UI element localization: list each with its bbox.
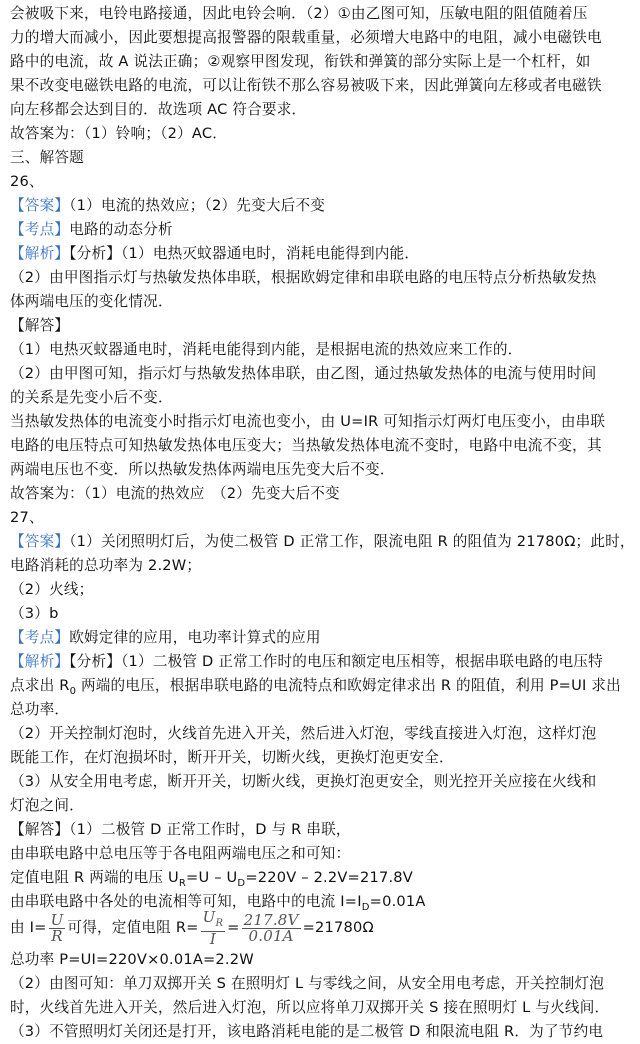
text-line: （3）不管照明灯关闭还是打开，该电路消耗电能的是二极管 D 和限流电阻 R．为了节约电: [10, 1023, 604, 1040]
text-line: 体两端电压的变化情况．: [10, 293, 173, 310]
fraction-formula-line: 由 I= $\frac{U}{R}$ 可得，定值电阻 R= $\frac{U_R}{I}$ = $\frac{217.8V}{0.01A}$ =21780Ω: [10, 907, 374, 948]
formula-line: 定值电阻 R 两端的电压 $U_R=U - U_D=220V - 2.2V=217.8V$: [10, 869, 413, 889]
fraction-value: $\frac{217.8V}{0.01A}$: [243, 910, 299, 945]
text-line: 果不改变电磁铁电路的电流，可以让衔铁不那么容易被吸下来，因此弹簧向左移或者电磁铁: [10, 77, 602, 94]
analysis-tag: 【解析】: [10, 653, 70, 670]
answer-text: （1）关闭照明灯后，为使二极管 D 正常工作，限流电阻 R 的阻值为 21780Ω；此时，: [69, 533, 635, 550]
text-line: （2）开关控制灯泡时，火线首先进入开关，然后进入灯泡，零线直接进入灯泡，这样灯泡: [10, 725, 597, 742]
answer-tag: 【答案】: [10, 533, 70, 550]
answer-line: [10, 530, 635, 554]
text-line: 当热敏发热体的电流变小时指示灯电流也变小，由 U=IR 可知指示灯两灯电压变小，由串联: [10, 413, 606, 430]
answer-summary-line: 故答案为：（1）电流的热效应 （2）先变大后不变: [10, 485, 340, 502]
text-line: 点求出 $R_0$ 两端的电压，根据串联电路的电流特点和欧姆定律求出 R 的阻值，利用 P=UI 求出: [10, 677, 621, 697]
analysis-text: 【分析】（1）二极管 D 正常工作时的电压和额定电压相等，根据串联电路的电压特: [69, 653, 603, 670]
text-line: 路中的电流，故 A 说法正确；②观察甲图发现，衔铁和弹簧的部分实际上是一个杠杆，如: [10, 53, 591, 70]
analysis-tag: 【解析】: [10, 245, 70, 262]
text-line: （2）火线；: [10, 581, 94, 598]
answer-text: （1）电流的热效应；（2）先变大后不变: [69, 197, 326, 214]
text-line: 向左移都会达到目的．故选项 AC 符合要求．: [10, 101, 307, 118]
analysis-line: [10, 650, 603, 674]
text-line: （2）由图可知：单刀双掷开关 S 在照明灯 L 与零线之间，从安全用电考虑，开关控制灯泡: [10, 975, 605, 992]
knowledge-point-tag: 【考点】: [10, 629, 70, 646]
text-line: 既能工作，在灯泡损坏时，断开开关，切断火线，更换灯泡更安全．: [10, 749, 454, 766]
knowledge-point-line: [10, 218, 173, 242]
solution-line: 【解答】（1）二极管 D 正常工作时，D 与 R 串联，: [10, 821, 351, 838]
text-line: 灯泡之间．: [10, 797, 84, 814]
formula-line: 由串联电路中各处的电流相等可知，电路中的电流 $I=I_D=0.01A$: [10, 893, 426, 913]
text-line: 两端电压也不变．所以热敏发热体两端电压先变大后不变．: [10, 461, 395, 478]
text-line: 电路消耗的总功率为 2.2W；: [10, 557, 202, 574]
text-line: 总功率．: [10, 701, 70, 718]
analysis-text: 【分析】（1）电热灭蚊器通电时，消耗电能得到内能．: [69, 245, 420, 262]
analysis-line: [10, 242, 419, 266]
knowledge-point-text: 电路的动态分析: [69, 221, 173, 238]
answer-line: [10, 194, 325, 218]
knowledge-point-tag: 【考点】: [10, 221, 70, 238]
answer-summary-line: 故答案为：（1）铃响；（2）AC．: [10, 125, 228, 142]
text-line: （3）从安全用电考虑，断开开关，切断火线，更换灯泡更安全，则光控开关应接在火线和: [10, 773, 597, 790]
solution-heading: 【解答】: [10, 317, 70, 334]
knowledge-point-line: [10, 626, 321, 650]
formula-line: 总功率 P=UI=220V×0.01A=2.2W: [10, 951, 254, 968]
text-line: 时，火线首先进入开关，然后进入灯泡，所以应将单刀双掷开关 S 接在照明灯 L 与火线间．: [10, 999, 610, 1016]
section-heading: 三、解答题: [10, 149, 84, 166]
text-line: 的关系是先变小后不变．: [10, 389, 173, 406]
text-line: 力的增大而减小，因此要想提高报警器的限载重量，必须增大电路中的电阻，减小电磁铁电: [10, 29, 602, 46]
text-line: （2）由甲图可知，指示灯与热敏发热体串联，由乙图，通过热敏发热体的电流与使用时间: [10, 365, 597, 382]
text-line: 由串联电路中总电压等于各电阻两端电压之和可知：: [10, 845, 351, 862]
text-line: 会被吸下来，电铃电路接通，因此电铃会响．（2）①由乙图可知，压敏电阻的阻值随着压: [10, 5, 588, 22]
fraction-ur-over-i: $\frac{U_R}{I}$: [202, 907, 224, 948]
answer-tag: 【答案】: [10, 197, 70, 214]
fraction-u-over-r: $\frac{U}{R}$: [50, 910, 64, 945]
knowledge-point-text: 欧姆定律的应用，电功率计算式的应用: [69, 629, 321, 646]
text-line: （3）b: [10, 605, 59, 622]
question-number: 26、: [10, 173, 44, 190]
text-line: （2）由甲图指示灯与热敏发热体串联，根据欧姆定律和串联电路的电压特点分析热敏发热: [10, 269, 597, 286]
text-line: （1）电热灭蚊器通电时，消耗电能得到内能，是根据电流的热效应来工作的．: [10, 341, 523, 358]
question-number: 27、: [10, 509, 44, 526]
text-line: 电路的电压特点可知热敏发热体电压变大；当热敏发热体电流不变时，电路中电流不变，其: [10, 437, 602, 454]
